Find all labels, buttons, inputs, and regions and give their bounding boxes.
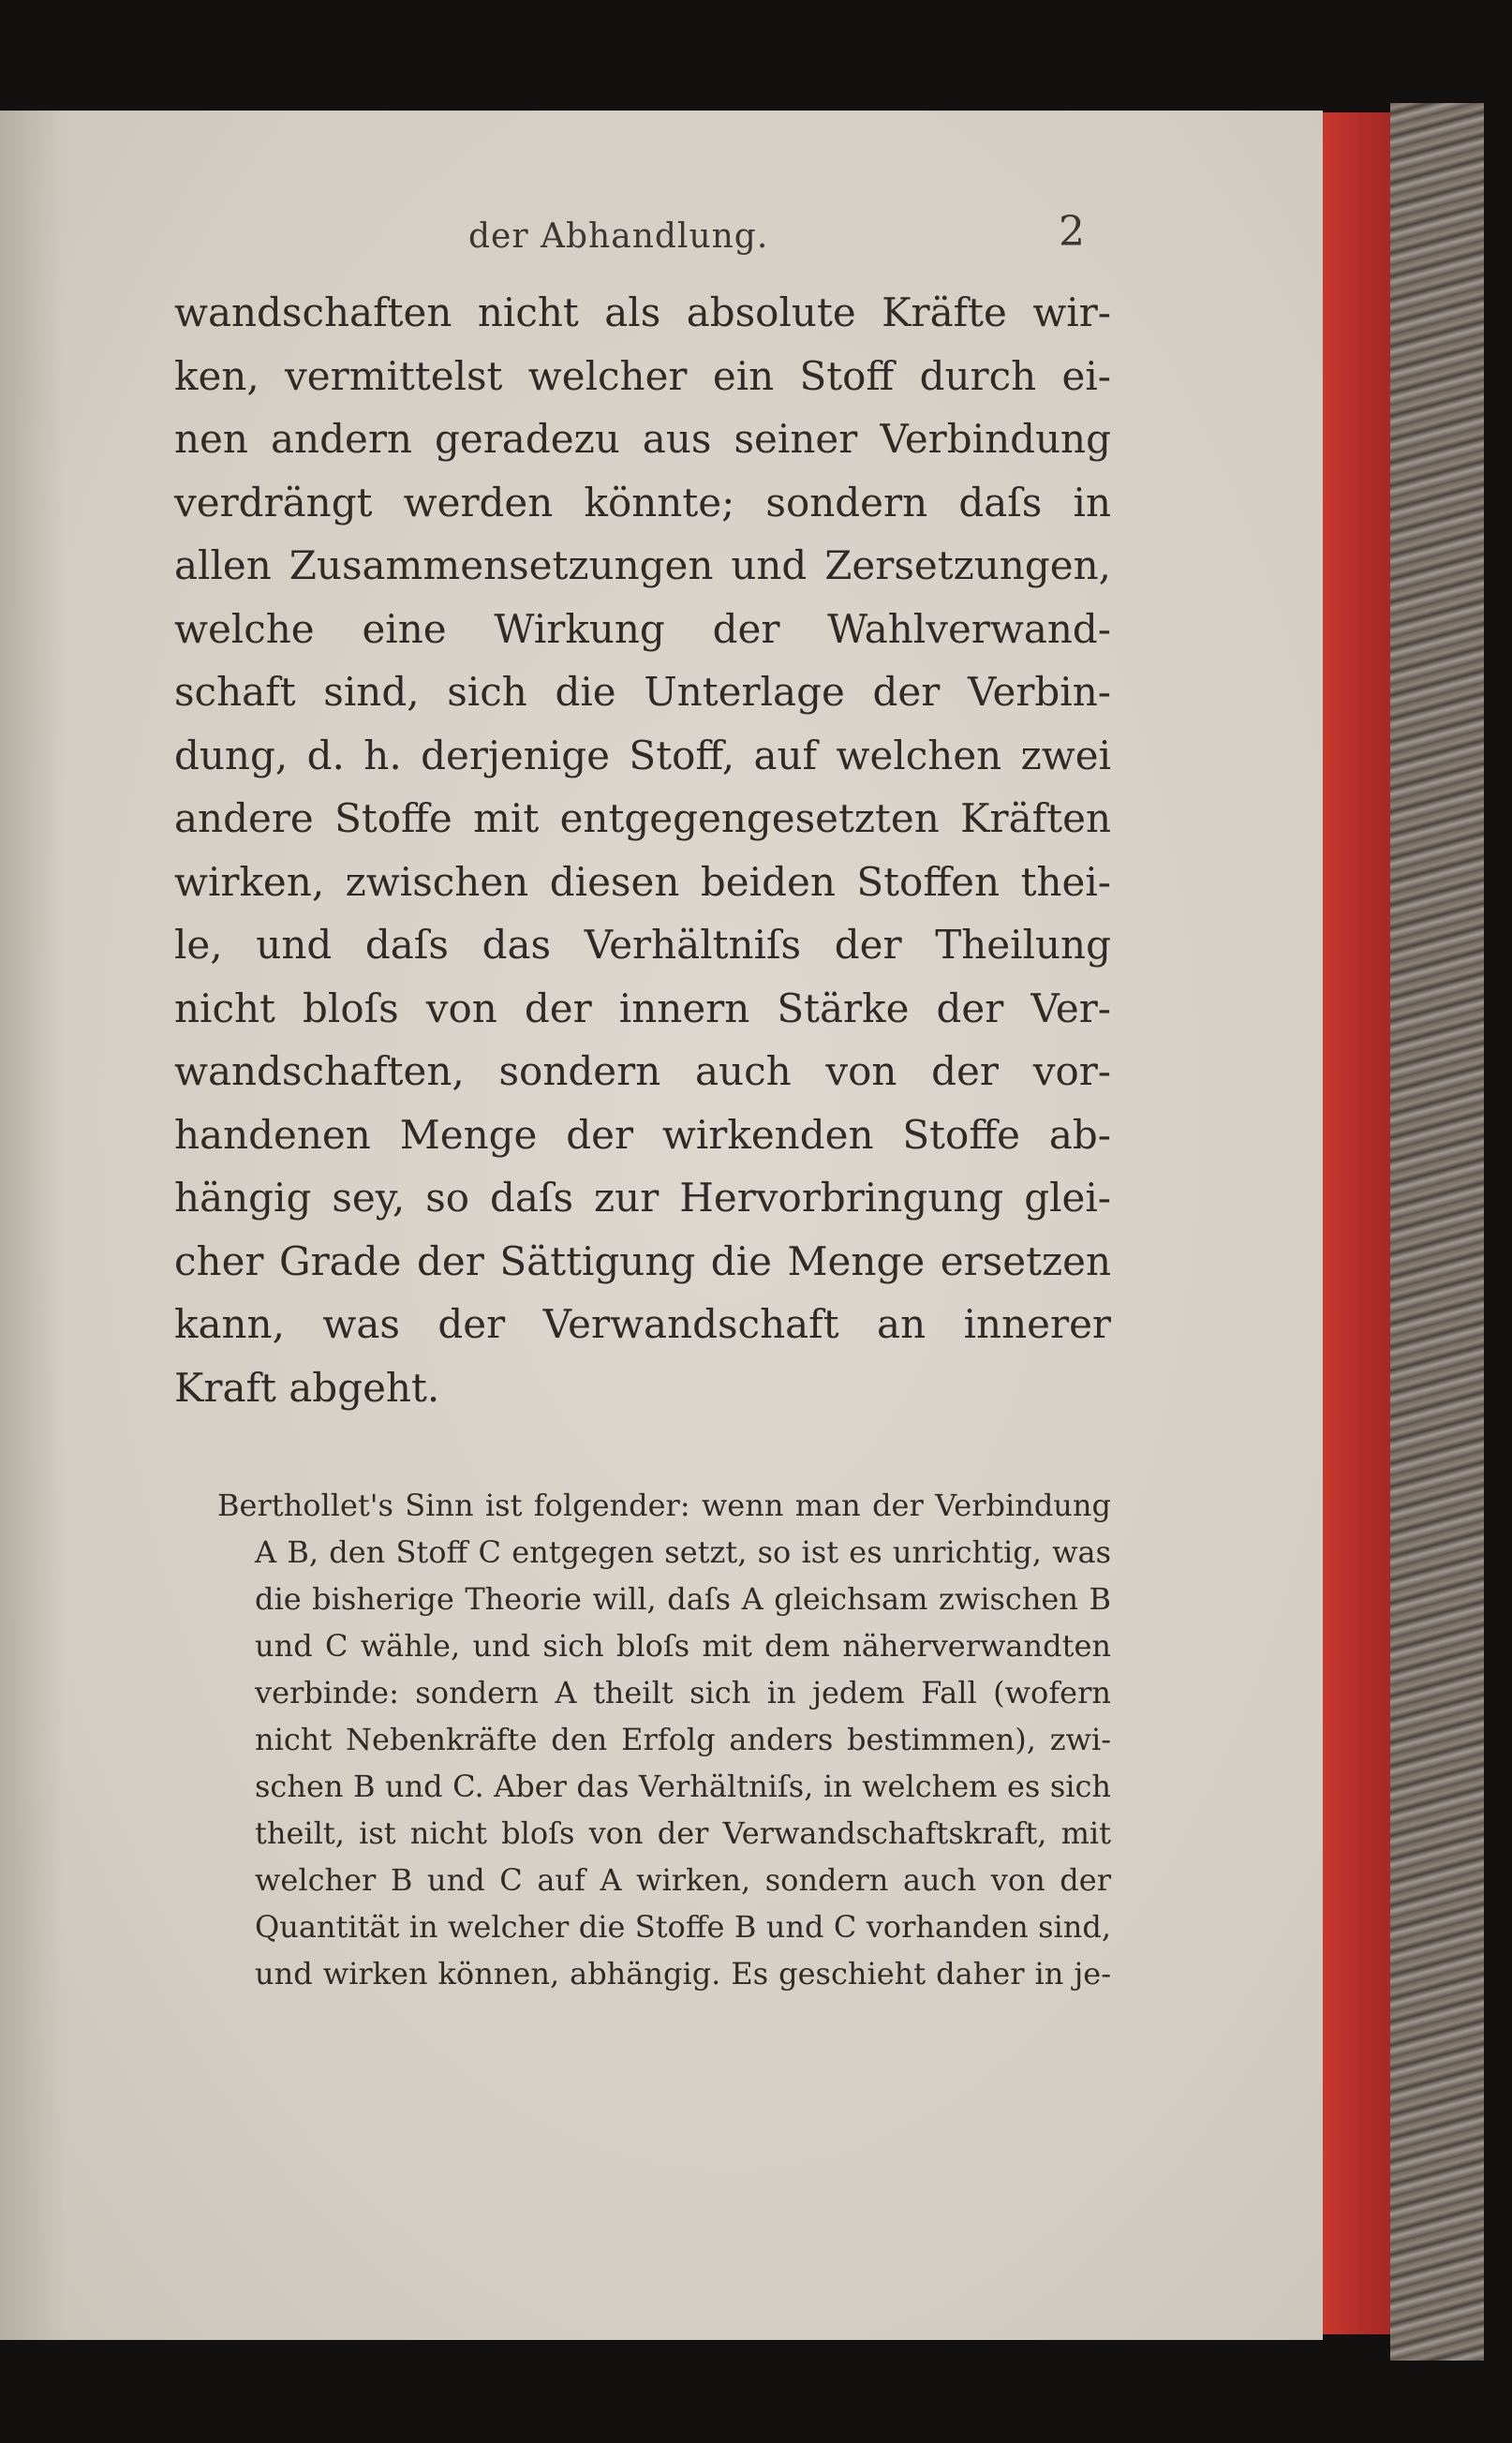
- body-line: kann, was der Verwandschaft an innerer: [174, 1301, 1111, 1347]
- running-head: der Abhandlung.: [468, 217, 769, 256]
- body-line: verdrängt werden könnte; sondern daſs in: [174, 479, 1111, 526]
- body-line: le, und daſs das Verhältniſs der Theilung: [174, 922, 1111, 968]
- page-number: 2: [1059, 208, 1085, 256]
- body-line: nicht bloſs von der innern Stärke der Ver-: [174, 985, 1111, 1031]
- body-line: handenen Menge der wirkenden Stoffe ab-: [174, 1111, 1111, 1158]
- body-text: [174, 281, 1111, 1419]
- body-line: schaft sind, sich die Unterlage der Verbin-: [174, 669, 1111, 715]
- body-line: Kraft abgeht.: [174, 1364, 440, 1411]
- footnote-line: welcher B und C auf A wirken, sondern auch von der: [255, 1862, 1111, 1898]
- body-line: nen andern geradezu aus seiner Verbindung: [174, 416, 1111, 462]
- body-line: wirken, zwischen diesen beiden Stoffen thei-: [174, 858, 1111, 905]
- footnote-line: theilt, ist nicht bloſs von der Verwandschaftskraft, mit: [255, 1815, 1111, 1851]
- body-line: welche eine Wirkung der Wahlverwand-: [174, 605, 1111, 652]
- body-line: ken, vermittelst welcher ein Stoff durch ei-: [174, 352, 1111, 399]
- footnote-line: und C wähle, und sich bloſs mit dem näherverwandten: [255, 1628, 1111, 1664]
- footnote-line: Berthollet's Sinn ist folgender: wenn man der Verbindung: [217, 1488, 1111, 1523]
- red-page-edge: [1323, 112, 1390, 2334]
- body-line: cher Grade der Sättigung die Menge ersetzen: [174, 1237, 1111, 1284]
- footnote-line: und wirken können, abhängig. Es geschieht daher in je-: [255, 1956, 1111, 1991]
- marbled-cover: [1390, 103, 1484, 2361]
- body-line: wandschaften nicht als absolute Kräfte wir-: [174, 289, 1111, 335]
- gutter-shadow: [0, 111, 66, 2340]
- body-line: andere Stoffe mit entgegengesetzten Kräften: [174, 795, 1111, 841]
- body-line: wandschaften, sondern auch von der vor-: [174, 1048, 1111, 1094]
- body-line: dung, d. h. derjenige Stoff, auf welchen zwei: [174, 732, 1111, 778]
- body-line: allen Zusammensetzungen und Zersetzungen,: [174, 542, 1111, 588]
- footnote-line: schen B und C. Aber das Verhältniſs, in welchem es sich: [255, 1769, 1111, 1804]
- body-line: hängig sey, so daſs zur Hervorbringung glei-: [174, 1175, 1111, 1221]
- footnote-line: Quantität in welcher die Stoffe B und C vorhanden sind,: [255, 1909, 1111, 1945]
- footnote: [217, 1482, 1111, 1997]
- footnote-line: die bisherige Theorie will, daſs A gleichsam zwischen B: [255, 1581, 1111, 1617]
- footnote-line: A B, den Stoff C entgegen setzt, so ist es unrichtig, was: [255, 1534, 1111, 1570]
- footnote-line: verbinde: sondern A theilt sich in jedem Fall (wofern: [255, 1675, 1111, 1710]
- footnote-line: nicht Nebenkräfte den Erfolg anders bestimmen), zwi-: [255, 1722, 1111, 1757]
